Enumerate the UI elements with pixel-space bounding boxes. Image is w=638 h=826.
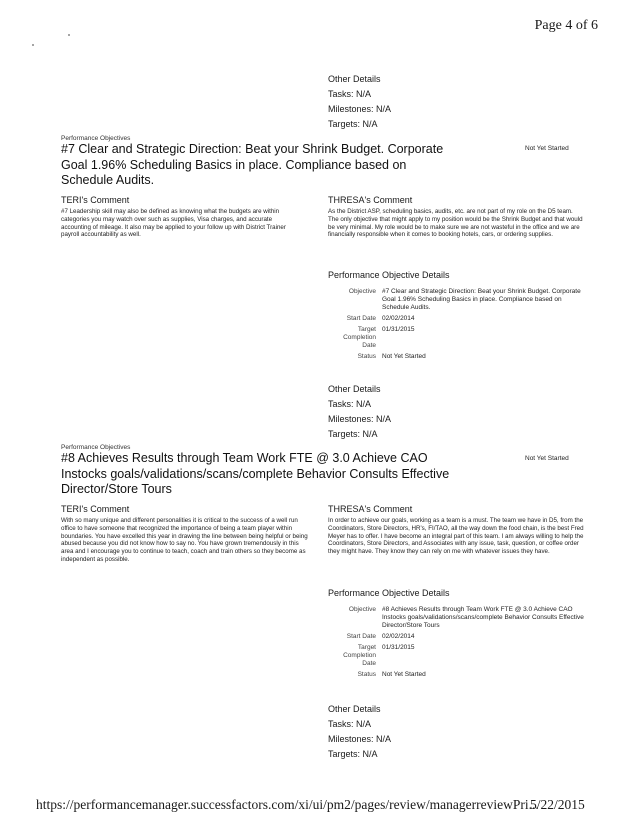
status-badge: Not Yet Started — [525, 145, 569, 152]
manager-comment-heading: TERI's Comment — [61, 504, 130, 514]
objective-details — [328, 288, 587, 361]
targets-line: Targets: N/A — [328, 429, 378, 439]
employee-comment: As the District ASP, scheduling basics, audits, etc. are not part of my role on the D5 team. The only objective that might apply to my position would be the Shrink Budget and that would be very minimal. My role would be to make sure we are not wasteful in the office and we are financially responsible when it comes to booking hotels, cars, or ordering supplies. — [328, 208, 583, 239]
other-details-title: Other Details — [328, 384, 381, 394]
detail-label: Target Completion Date — [343, 326, 376, 349]
objective-title: #7 Clear and Strategic Direction: Beat your Shrink Budget. Corporate Goal 1.96% Scheduling Basics in place. Compliance based on Schedule Audits. — [61, 142, 444, 187]
detail-value: Not Yet Started — [382, 353, 426, 360]
objective-title: #8 Achieves Results through Team Work FTE @ 3.0 Achieve CAO Instocks goals/validations/scans/complete Behavior Consults Effective Director/Store Tours — [61, 451, 450, 496]
other-details — [328, 703, 391, 760]
tasks-line: Tasks: N/A — [328, 399, 372, 409]
detail-value: Not Yet Started — [382, 671, 426, 678]
employee-comment: In order to achieve our goals, working as a team is a must. The team we have in D5, from the Coordinators, Store Directors, HR's, FI/TAO, all the way down the food chain, is the best Fred Meyer has to offer. I have become an integral part of this team. I am always willing to help the Coordinators, Store Directors, and Associates with any issue, task, question, or coffee order they might have. They know they can rely on me with whatever issues they have. — [328, 517, 584, 556]
detail-label: Objective — [348, 606, 376, 613]
detail-value: 01/31/2015 — [382, 644, 415, 651]
detail-value: 01/31/2015 — [382, 326, 415, 333]
targets-line: Targets: N/A — [328, 749, 378, 759]
other-details-title: Other Details — [328, 74, 381, 84]
detail-row — [328, 606, 587, 630]
detail-row — [328, 671, 587, 679]
detail-row — [328, 315, 587, 323]
manager-comment-heading: TERI's Comment — [61, 195, 130, 205]
milestones-line: Milestones: N/A — [328, 414, 392, 424]
detail-row — [328, 353, 587, 361]
manager-comment: With so many unique and different personalities it is critical to the success of a well run office to have someone that recognized the importance of being a team player within boundaries. You have excelled this year in drawing the line between being helpful or being abused because you did not know how to say no. You have grown tremendously in this area and I encourage you to continue to teach, coach and train others so they become as independent as possible. — [61, 517, 308, 563]
detail-label: Objective — [348, 288, 376, 295]
footer-url: https://performancemanager.successfactors.com/xi/ui/pm2/pages/review/managerreviewPri... — [36, 797, 539, 812]
tasks-line: Tasks: N/A — [328, 89, 372, 99]
scan-speck — [68, 34, 70, 36]
detail-label: Target Completion Date — [343, 644, 376, 667]
section-label: Performance Objectives — [61, 444, 131, 451]
tasks-line: Tasks: N/A — [328, 719, 372, 729]
detail-row — [328, 326, 587, 350]
milestones-line: Milestones: N/A — [328, 104, 392, 114]
detail-value: #8 Achieves Results through Team Work FTE @ 3.0 Achieve CAO Instocks goals/validations/scans/complete Behavior Consults Effective Director/Store Tours — [382, 606, 584, 629]
detail-value: 02/02/2014 — [382, 315, 415, 322]
targets-line: Targets: N/A — [328, 119, 378, 129]
scan-speck — [32, 44, 34, 46]
detail-row — [328, 644, 587, 668]
section-label: Performance Objectives — [61, 135, 131, 142]
employee-comment-heading: THRESA's Comment — [328, 195, 413, 205]
detail-value: #7 Clear and Strategic Direction: Beat your Shrink Budget. Corporate Goal 1.96% Scheduling Basics in place. Compliance based on Schedule Audits. — [382, 288, 581, 311]
other-details-top — [328, 73, 391, 130]
objective-details — [328, 606, 587, 679]
objective-details-heading: Performance Objective Details — [328, 588, 450, 598]
detail-label: Start Date — [346, 633, 376, 640]
detail-label: Status — [357, 671, 376, 678]
milestones-line: Milestones: N/A — [328, 734, 392, 744]
detail-value: 02/02/2014 — [382, 633, 415, 640]
detail-label: Start Date — [346, 315, 376, 322]
other-details — [328, 383, 391, 440]
detail-row — [328, 288, 587, 312]
manager-comment: #7 Leadership skill may also be defined as knowing what the budgets are within categories you may watch over such as supplies, Visa charges, and accurate accounting of mileage. It also may be applied to your follow up with District Trainer payroll accountability as well. — [61, 208, 286, 239]
objective-details-heading: Performance Objective Details — [328, 270, 450, 280]
status-badge: Not Yet Started — [525, 455, 569, 462]
detail-label: Status — [357, 353, 376, 360]
footer-date: 5/22/2015 — [530, 797, 585, 812]
page-number: Page 4 of 6 — [534, 18, 598, 33]
other-details-title: Other Details — [328, 704, 381, 714]
employee-comment-heading: THRESA's Comment — [328, 504, 413, 514]
detail-row — [328, 633, 587, 641]
